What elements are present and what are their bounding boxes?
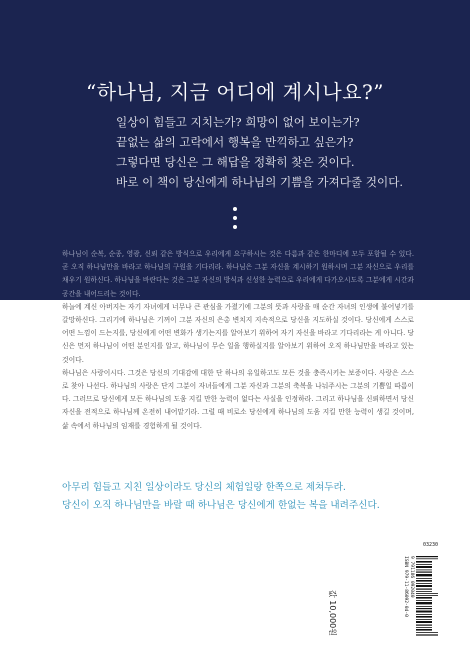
vertical-ellipsis bbox=[232, 207, 238, 234]
intro-line: 일상이 힘들고 지치는가? 희망이 없어 보이는가? bbox=[116, 115, 360, 129]
isbn-text bbox=[402, 556, 414, 636]
barcode-addon-number: 03230 bbox=[422, 542, 438, 548]
isbn-barcode bbox=[388, 542, 438, 642]
body-paragraph-navy: 하나님이 순복, 순종, 영광, 신뢰 같은 방식으로 우리에게 요구하시는 것은 다름과 같은 한마디에 모두 포함될 수 있다. 곧 오직 하나님만을 바라고 하나님의 구원을 기다리라. 하나님은 그분 자신을 계시하기 원하시며 그분 자신으로 우리를 채우기 원하신다. 하나님을 바란다는 것은 그분 자신의 방식과 신성한 능력으로 우리에게 다가오시도록 그분에게 시간과 공간을 내어드리는 것이다. bbox=[62, 250, 414, 298]
headline-quote: “하나님, 지금 어디에 계시나요?” bbox=[86, 80, 384, 104]
dot bbox=[233, 207, 237, 211]
highlight-line: 당신이 오직 하나님만을 바랄 때 하나님은 당신에게 한없는 복을 내려주신다. bbox=[62, 500, 380, 511]
barcode-number: 9 791186 092040 bbox=[409, 556, 414, 598]
intro-block bbox=[116, 112, 466, 192]
intro-line: 바로 이 책이 당신에게 하나님의 기쁨을 가져다줄 것이다. bbox=[116, 175, 404, 189]
dot bbox=[233, 225, 237, 229]
highlight-quote bbox=[62, 479, 422, 515]
body-paragraph: 하늘에 계신 아버지는 자기 자녀에게 너무나 큰 관심을 가졌기에 그분의 뜻과 사랑을 매 순간 자녀의 인생에 불어넣기를 갈망하신다. 그리기에 하나님은 기꺼이 그분 자신의 은총 변치지 지속적으로 당신을 지도하실 것이다. 당신에게 스스로 어떤 느낌이 드는지를, 당신에게 어떤 변화가 생기는지를 알아보기 위하여 자기 자신을 바라고 기다리라는 게 아니다. 당신은 먼저 하나님이 어떤 분인지를 알고, 하나님이 무슨 일을 행하실지를 알아보기 위하여 오직 하나님만을 바라고 있는 것이다. bbox=[62, 302, 414, 364]
intro-line: 끝없는 삶의 고락에서 행복을 만끽하고 싶은가? bbox=[116, 135, 354, 149]
intro-line: 그렇다면 당신은 그 해답을 정확히 찾은 것이다. bbox=[116, 155, 355, 169]
highlight-line: 아무리 힘들고 지친 일상이라도 당신의 체험일랑 한쪽으로 제쳐두라. bbox=[62, 482, 346, 493]
dot bbox=[233, 216, 237, 220]
body-paragraph: 하나님은 사랑이시다. 그것은 당신의 기대감에 대한 단 하나의 유일하고도 모든 것을 충족시키는 보증이다. 사랑은 스스로 찾아 나선다. 하나님의 사랑은 단지 그분이 자녀들에게 그분 자신과 그분의 축복을 나눠주시는 그분의 기쁨일 따름이다. 그러므로 당신에게 모든 하나님의 도움 지킬 만한 능력이 없다는 사실을 인정하라. 그리고 하나님을 신뢰하면서 당신 자신을 전적으로 하나님께 온전히 내어맡기라. 그럴 때 비로소 당신에게 하나님의 도움 지킬 만한 능력이 생길 것이며, 삶 속에서 하나님의 임재를 경험하게 될 것이다. bbox=[62, 368, 414, 430]
body-text bbox=[62, 248, 414, 433]
barcode-bars bbox=[416, 556, 438, 636]
isbn-number: ISBN 979-11-86092-04-0 bbox=[403, 556, 408, 617]
price-label: 값 10,000원 bbox=[328, 590, 337, 636]
